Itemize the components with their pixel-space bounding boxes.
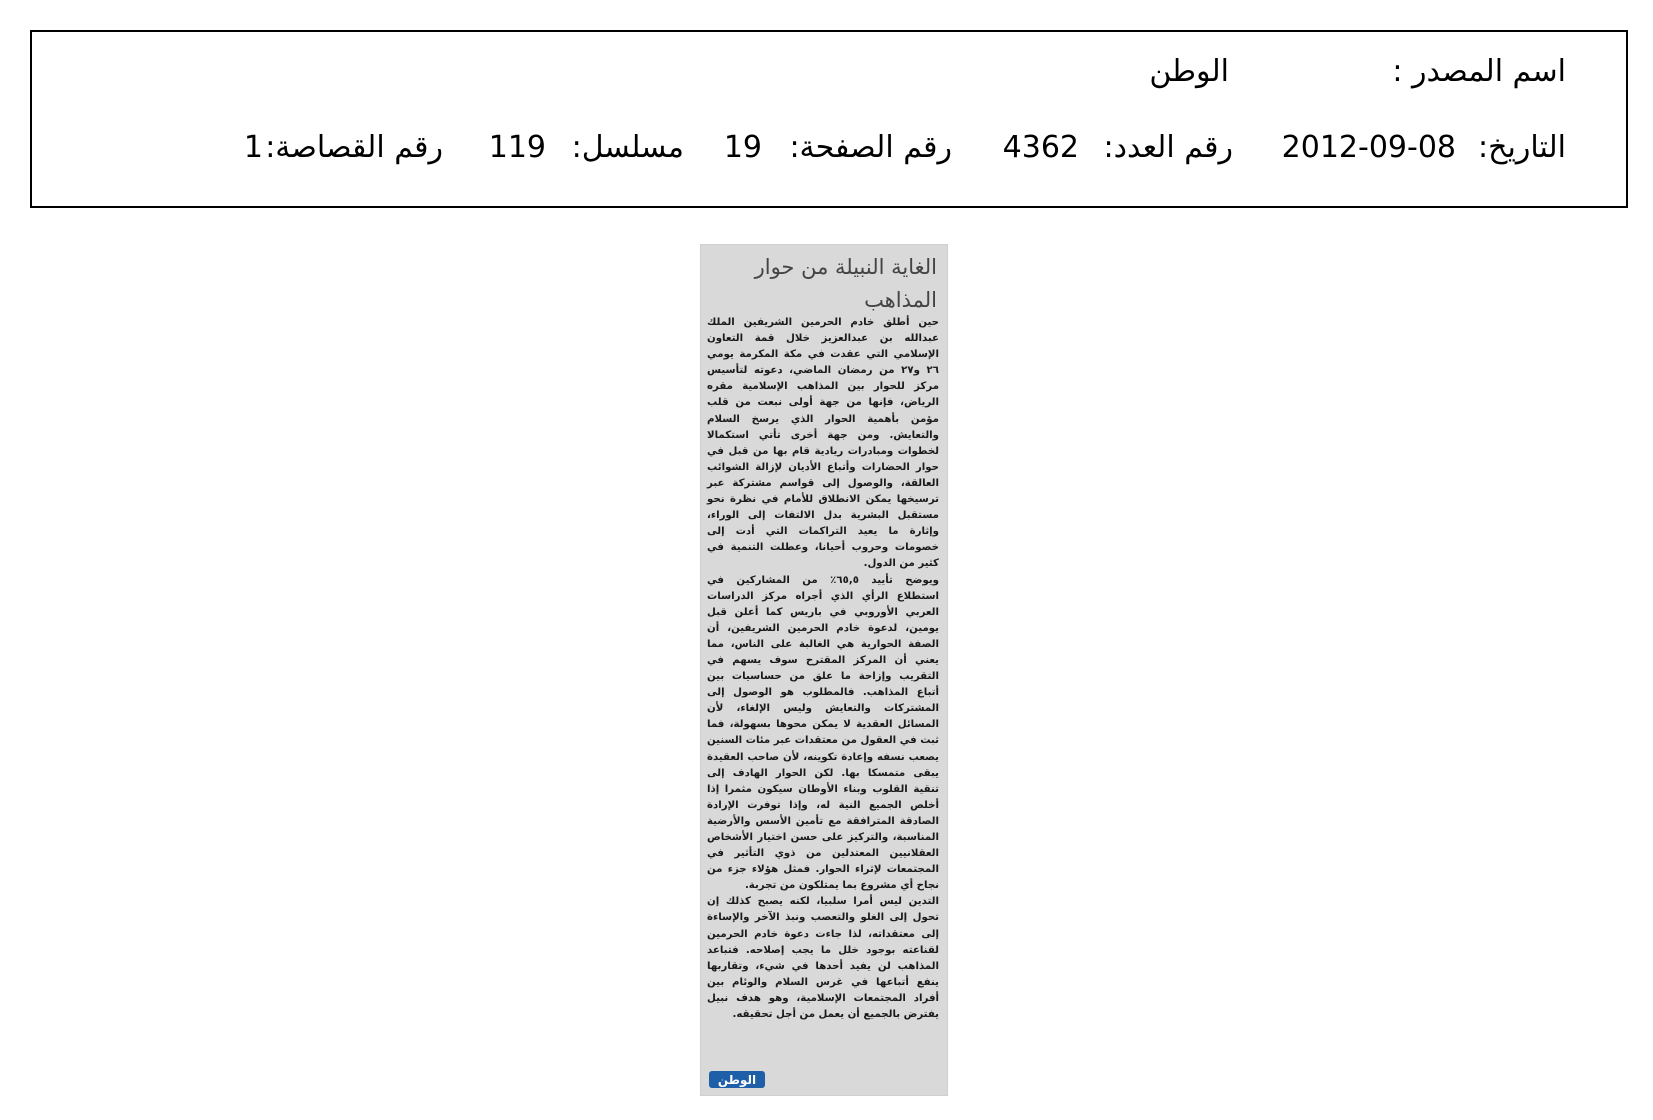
serial-value: 119 bbox=[488, 130, 546, 165]
page-number-label: رقم الصفحة: bbox=[789, 130, 952, 165]
source-value: الوطن bbox=[1149, 54, 1229, 89]
issue-label: رقم العدد: bbox=[1103, 130, 1233, 165]
clipping-info-box bbox=[30, 30, 1628, 208]
article-paragraph: ويوضح تأييد ٦٥,٥٪ من المشاركين في استطلاع الرأي الذي أجراه مركز الدراسات العربي الأوروبي في باريس كما أعلن قبل يومين، لدعوة خادم الحرمين الشريفين، أن الصفة الحوارية هي الغالبة على الناس، مما يعني أن المركز المقترح سوف يسهم في التقريب وإزاحة ما علق من حساسيات بين أتباع المذاهب. فالمطلوب هو الوصول إلى المشتركات والتعايش وليس الإلغاء، لأن المسائل العقدية لا يمكن محوها بسهولة، فما ثبت في العقول من معتقدات عبر مئات السنين يصعب نسفه وإعادة تكوينه، لأن صاحب العقيدة يبقى متمسكا بها. لكن الحوار الهادف إلى تنقية القلوب وبناء الأوطان سيكون مثمرا إذا أخلص الجميع النية له، وإذا توفرت الإرادة الصادقة المترافقة مع تأمين الأسس والأرضية المناسبة، والتركيز على حسن اختيار الأشخاص العقلانيين المعتدلين من ذوي التأثير في المجتمعات لإثراء الحوار. فمثل هؤلاء جزء من نجاح أي مشروع بما يمتلكون من تجربة. bbox=[707, 574, 940, 892]
source-label: اسم المصدر : bbox=[1392, 54, 1566, 89]
newspaper-clipping bbox=[700, 244, 948, 1096]
clip-number-label: رقم القصاصة: bbox=[265, 130, 443, 165]
logo-text: الوطن bbox=[717, 1073, 757, 1087]
newspaper-logo bbox=[709, 1067, 765, 1091]
page-number-value: 19 bbox=[723, 130, 762, 165]
article-paragraph: التدين ليس أمرا سلبيا، لكنه يصبح كذلك إن تحول إلى الغلو والتعصب ونبذ الآخر والإساءة إلى معتقداته، لذا جاءت دعوة خادم الحرمين لقناعته بوجود خلل ما يجب إصلاحه. فتباعد المذاهب لن يفيد أحدها في شيء، وتقاربها ينفع أتباعها في غرس السلام والوئام بين أفراد المجتمعات الإسلامية، وهو هدف نبيل يفترض بالجميع أن يعمل من أجل تحقيقه. bbox=[707, 896, 939, 1021]
date-label: التاريخ: bbox=[1478, 130, 1566, 165]
serial-label: مسلسل: bbox=[571, 130, 684, 165]
article-body bbox=[707, 315, 939, 1023]
date-value: 2012-09-08 bbox=[1281, 130, 1456, 165]
issue-value: 4362 bbox=[1002, 130, 1079, 165]
article-title: الغاية النبيلة من حوار المذاهب bbox=[754, 255, 937, 312]
article-paragraph: حين أطلق خادم الحرمين الشريفين الملك عبدالله بن عبدالعزيز خلال قمة التعاون الإسلامي التي عقدت في مكة المكرمة يومي ٢٦ و٢٧ من رمضان الماضي، دعوته لتأسيس مركز للحوار بين المذاهب الإسلامية مقره الرياض، فإنها من جهة أولى نبعت من قلب مؤمن بأهمية الحوار الذي يرسخ السلام والتعايش. ومن جهة أخرى تأتي استكمالا لخطوات ومبادرات ريادية قام بها من قبل في حوار الحضارات وأتباع الأديان لإزالة الشوائب العالقة، والوصول إلى قواسم مشتركة عبر ترسيخها يمكن الانطلاق للأمام في نظرة نحو مستقبل البشرية بدل الالتفات إلى الوراء، وإثارة ما يعيد التراكمات التي أدت إلى خصومات وحروب أحيانا، وعطلت التنمية في كثير من الدول. bbox=[707, 317, 939, 570]
clip-number-value: 1 bbox=[243, 130, 263, 165]
